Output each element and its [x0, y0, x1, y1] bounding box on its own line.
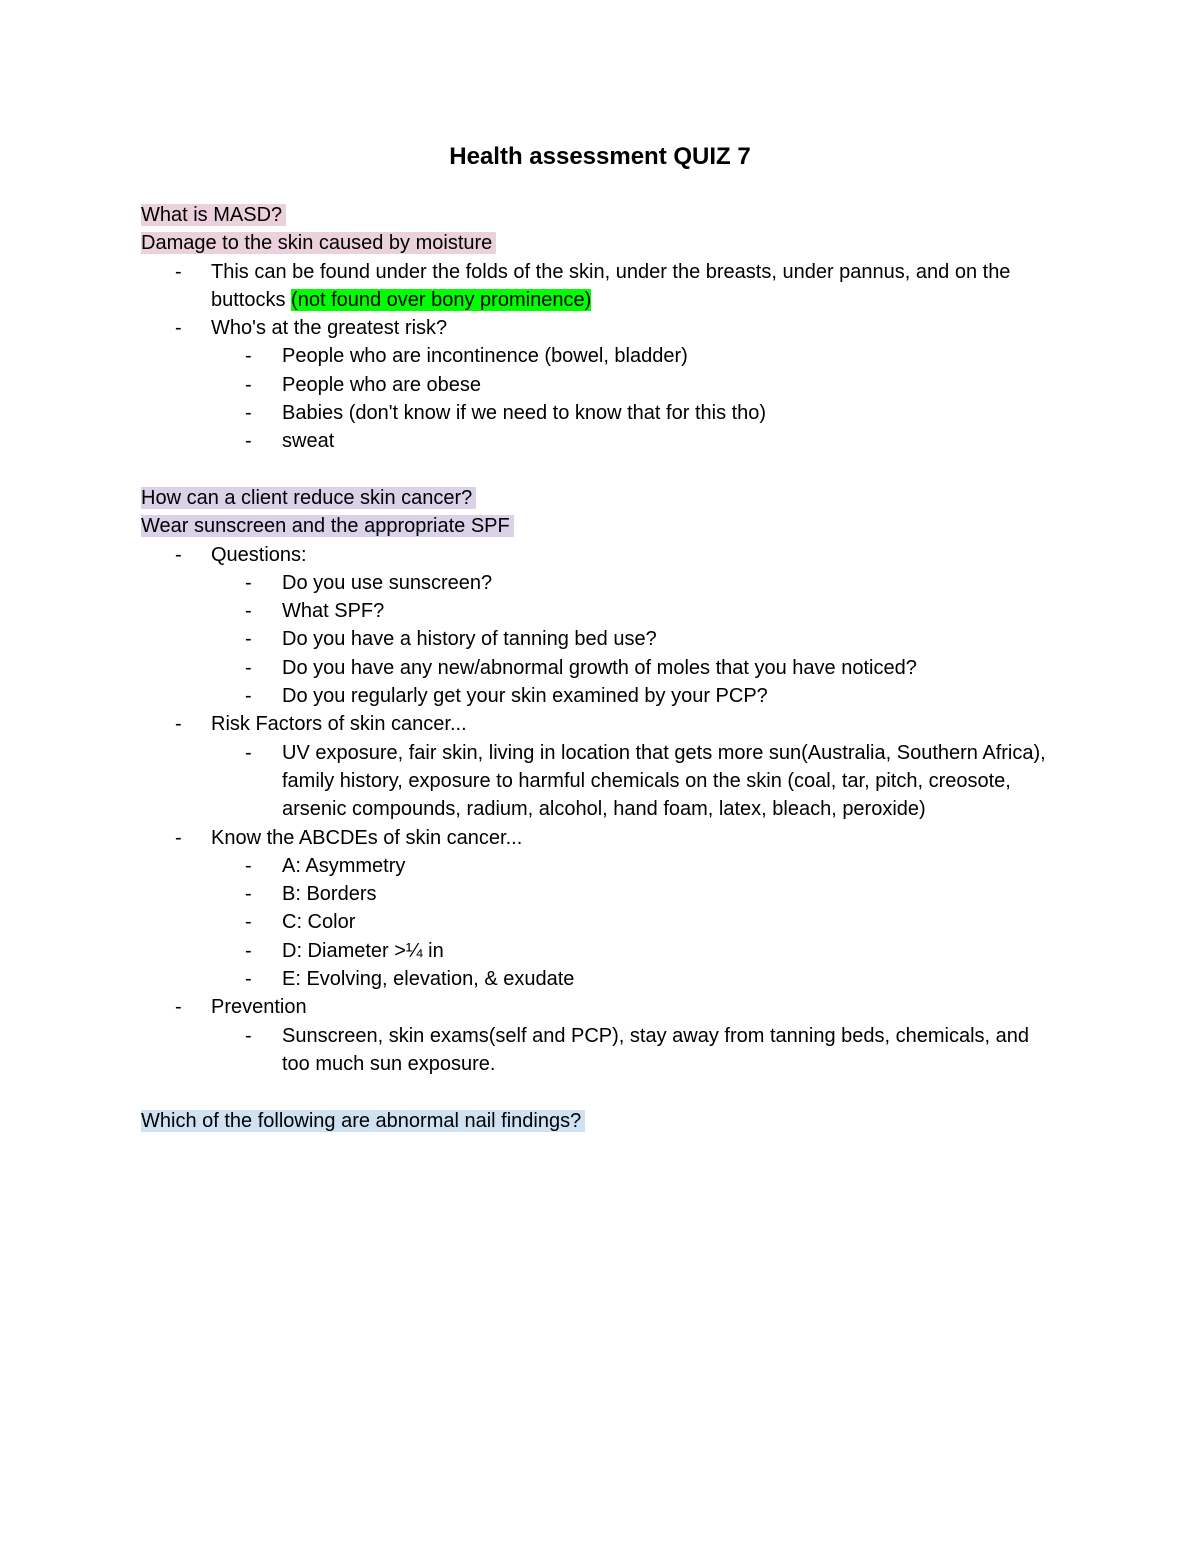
list-item: [211, 597, 1061, 625]
risk-item: sweat: [282, 430, 335, 453]
list-item: [211, 371, 1061, 399]
bullet-dash: -: [245, 373, 252, 396]
abcde-item: E: Evolving, elevation, & exudate: [282, 968, 575, 991]
abcde-item: D: Diameter >¼ in: [282, 939, 444, 962]
bullet-dash: -: [245, 968, 252, 991]
section3-question-line: [141, 1107, 1061, 1135]
bullet-dash: -: [245, 911, 252, 934]
abcde-item: C: Color: [282, 911, 356, 934]
list-item: [211, 682, 1061, 710]
list-item: [211, 342, 1061, 370]
list-item: [211, 965, 1061, 993]
list-item: [211, 937, 1061, 965]
section1-bullet1-highlight: (not found over bony prominence): [291, 288, 592, 311]
risk-item: People who are obese: [282, 373, 482, 396]
section3-question: Which of the following are abnormal nail findings?: [141, 1110, 585, 1132]
section1-bullets: [141, 258, 1061, 456]
bullet-dash: -: [245, 402, 252, 425]
section2-answer: Wear sunscreen and the appropriate SPF: [141, 515, 514, 537]
abcde-item: B: Borders: [282, 883, 377, 906]
section2-answer-line: [141, 512, 1061, 540]
bullet-dash: -: [245, 883, 252, 906]
risk-items-list: [211, 342, 1061, 455]
question-item: Do you regularly get your skin examined by your PCP?: [282, 685, 768, 708]
question-item: Do you have any new/abnormal growth of moles that you have noticed?: [282, 656, 917, 679]
risk-item: Babies (don't know if we need to know that for this tho): [282, 402, 767, 425]
risk-item: People who are incontinence (bowel, bladder): [282, 345, 688, 368]
list-item: [211, 739, 1061, 824]
section1-question: What is MASD?: [141, 204, 286, 226]
questions-label: Questions:: [211, 543, 307, 566]
question-item: What SPF?: [282, 600, 385, 623]
list-item: [211, 654, 1061, 682]
bullet-dash: -: [245, 628, 252, 651]
list-item: [141, 710, 1061, 823]
section2-bullets: [141, 541, 1061, 1079]
bullet-dash: -: [245, 656, 252, 679]
bullet-dash: -: [245, 430, 252, 453]
list-item: [141, 824, 1061, 994]
bullet-dash: -: [245, 1024, 252, 1047]
risk-factors-label: Risk Factors of skin cancer...: [211, 713, 467, 736]
list-item: [211, 427, 1061, 455]
bullet-dash: -: [245, 685, 252, 708]
abcde-item: A: Asymmetry: [282, 854, 406, 877]
bullet-dash: -: [175, 826, 182, 849]
spacer: [141, 1078, 1061, 1106]
list-item: [211, 880, 1061, 908]
list-item: [211, 1022, 1061, 1079]
section1-bullet1-text: This can be found under the folds of the skin, under the breasts, under pannus, and on the buttocks: [211, 260, 1011, 311]
list-item: [141, 993, 1061, 1078]
document-body: [141, 201, 1061, 1135]
bullet-dash: -: [245, 854, 252, 877]
bullet-dash: -: [245, 571, 252, 594]
prevention-text: Sunscreen, skin exams(self and PCP), stay away from tanning beds, chemicals, and too much sun exposure.: [282, 1024, 1030, 1075]
bullet-dash: -: [245, 600, 252, 623]
section1-bullet2: Who's at the greatest risk?: [211, 317, 448, 340]
question-item: Do you use sunscreen?: [282, 571, 493, 594]
bullet-dash: -: [245, 345, 252, 368]
abcde-label: Know the ABCDEs of skin cancer...: [211, 826, 523, 849]
section1-answer: Damage to the skin caused by moisture: [141, 232, 496, 254]
bullet-dash: -: [175, 317, 182, 340]
bullet-dash: -: [245, 741, 252, 764]
bullet-dash: -: [245, 939, 252, 962]
document-title: Health assessment QUIZ 7: [449, 143, 751, 170]
list-item: [211, 852, 1061, 880]
bullet-dash: -: [175, 260, 182, 283]
list-item: [141, 314, 1061, 455]
list-item: [211, 569, 1061, 597]
spacer: [141, 456, 1061, 484]
bullet-dash: -: [175, 713, 182, 736]
section2-question-line: [141, 484, 1061, 512]
prevention-label: Prevention: [211, 996, 307, 1019]
risk-factors-text: UV exposure, fair skin, living in location that gets more sun(Australia, Southern Africa), family history, exposure to harmful chemicals on the skin (coal, tar, pitch, creosote, arsenic compounds, radium, alcohol, hand foam, latex, bleach, peroxide): [282, 741, 1046, 821]
bullet-dash: -: [175, 543, 182, 566]
list-item: [211, 908, 1061, 936]
prevention-list: [211, 1022, 1061, 1079]
section1-answer-line: [141, 229, 1061, 257]
list-item: [141, 541, 1061, 711]
bullet-dash: -: [175, 996, 182, 1019]
section2-question: How can a client reduce skin cancer?: [141, 487, 476, 509]
section1-question-line: [141, 201, 1061, 229]
list-item: [211, 399, 1061, 427]
questions-list: [211, 569, 1061, 710]
list-item: [141, 258, 1061, 315]
question-item: Do you have a history of tanning bed use?: [282, 628, 657, 651]
risk-factors-list: [211, 739, 1061, 824]
abcde-list: [211, 852, 1061, 993]
list-item: [211, 625, 1061, 653]
